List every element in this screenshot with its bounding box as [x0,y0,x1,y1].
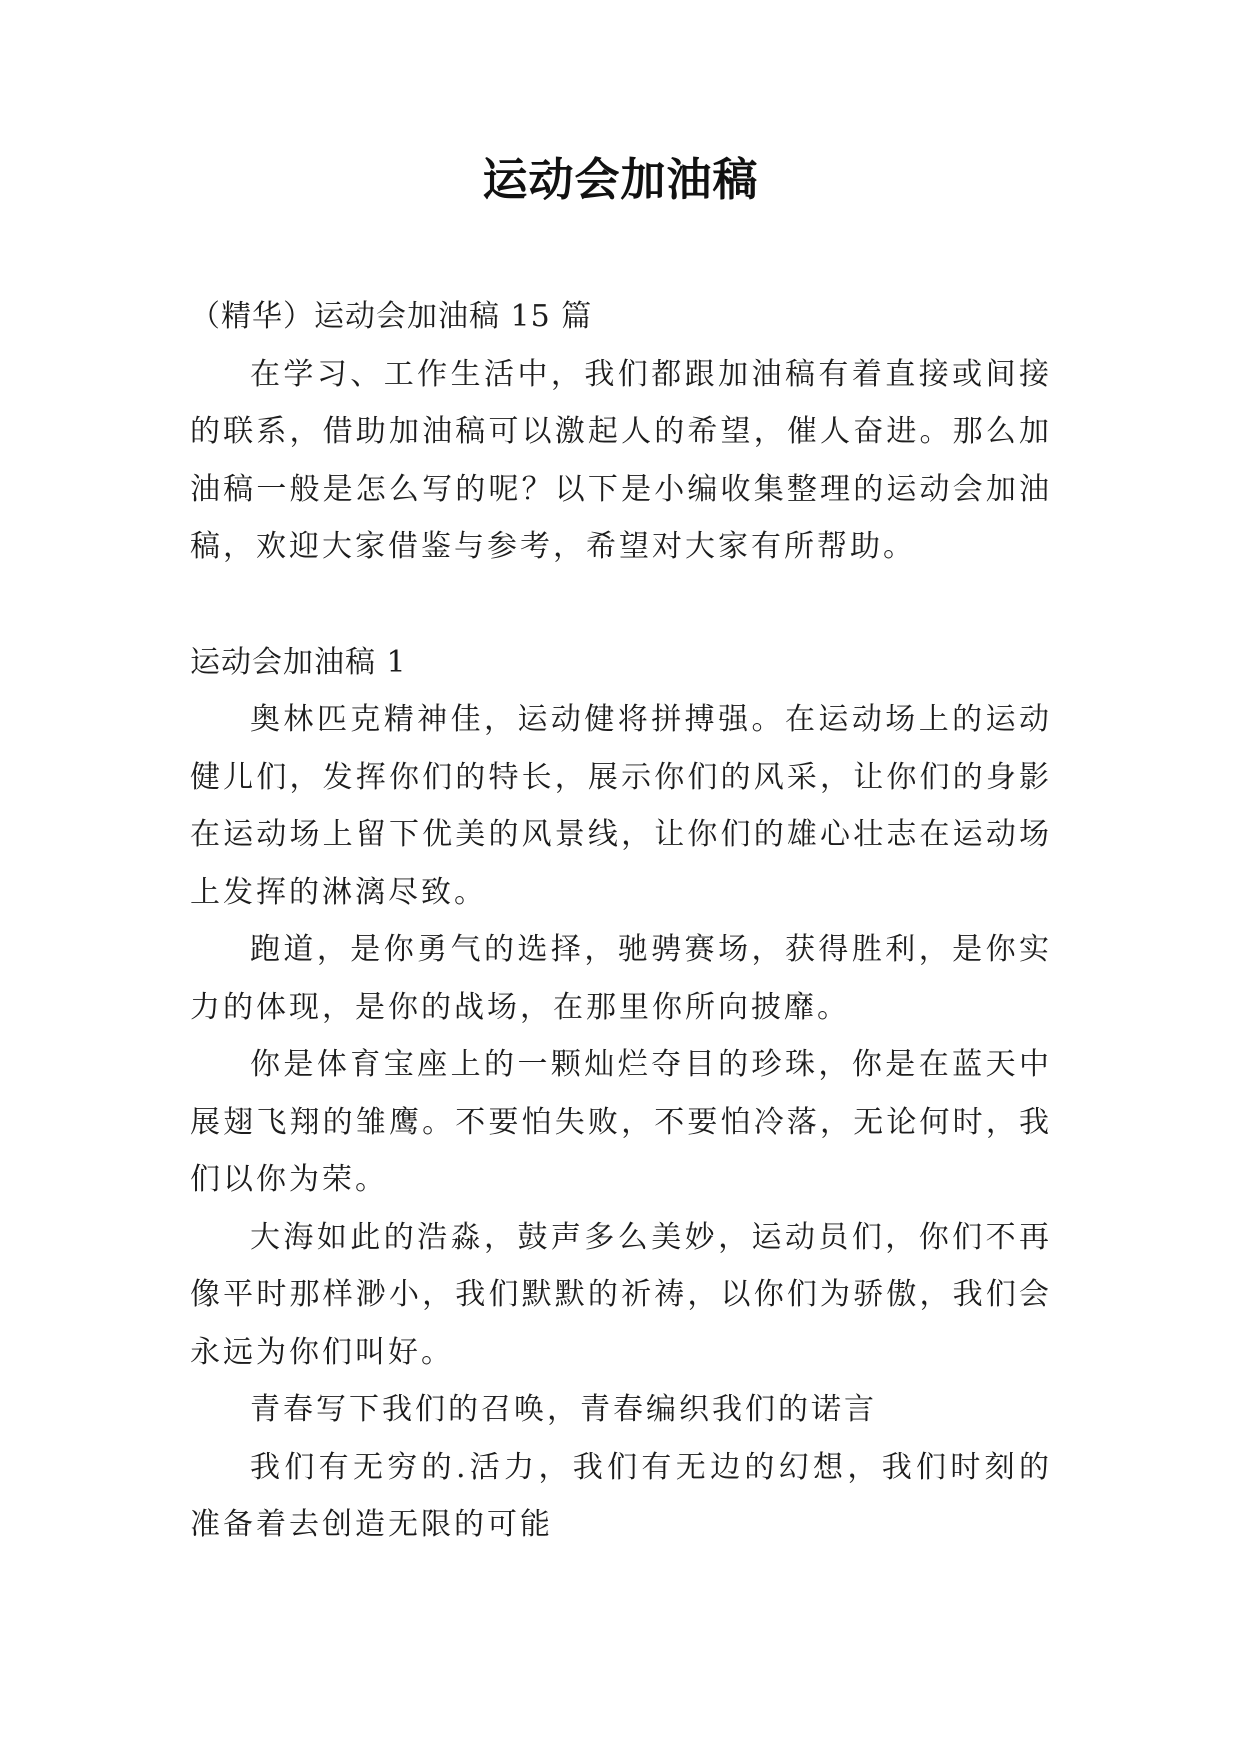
page-title: 运动会加油稿 [482,153,759,206]
body-paragraph: 我们有无穷的.活力，我们有无边的幻想，我们时刻的准备着去创造无限的可能 [190,1449,1052,1542]
body-paragraph: 你是体育宝座上的一颗灿烂夺目的珍珠，你是在蓝天中展翅飞翔的雏鹰。不要怕失败，不要怕冷落，无论何时，我们以你为荣。 [190,1047,1052,1197]
body-paragraph: 青春写下我们的召唤，青春编织我们的诺言 [250,1392,877,1427]
section-heading: 运动会加油稿 1 [190,644,407,680]
body-paragraph: 大海如此的浩淼，鼓声多么美妙，运动员们，你们不再像平时那样渺小，我们默默的祈祷，以你们为骄傲，我们会永远为你们叫好。 [190,1219,1052,1370]
intro-paragraph: 在学习、工作生活中，我们都跟加油稿有着直接或间接的联系，借助加油稿可以激起人的希望，催人奋进。那么加油稿一般是怎么写的呢？以下是小编收集整理的运动会加油稿，欢迎大家借鉴与参考，希望对大家有所帮助。 [190,356,1052,564]
document-subtitle: （精华）运动会加油稿 15 篇 [190,299,593,334]
body-paragraph: 奥林匹克精神佳，运动健将拼搏强。在运动场上的运动健儿们，发挥你们的特长，展示你们的风采，让你们的身影在运动场上留下优美的风景线，让你们的雄心壮志在运动场上发挥的淋漓尽致。 [190,702,1052,910]
document-body [190,288,1052,1554]
section-spacer [190,576,1052,634]
body-paragraph: 跑道，是你勇气的选择，驰骋赛场，获得胜利，是你实力的体现，是你的战场，在那里你所向披靡。 [190,932,1052,1025]
